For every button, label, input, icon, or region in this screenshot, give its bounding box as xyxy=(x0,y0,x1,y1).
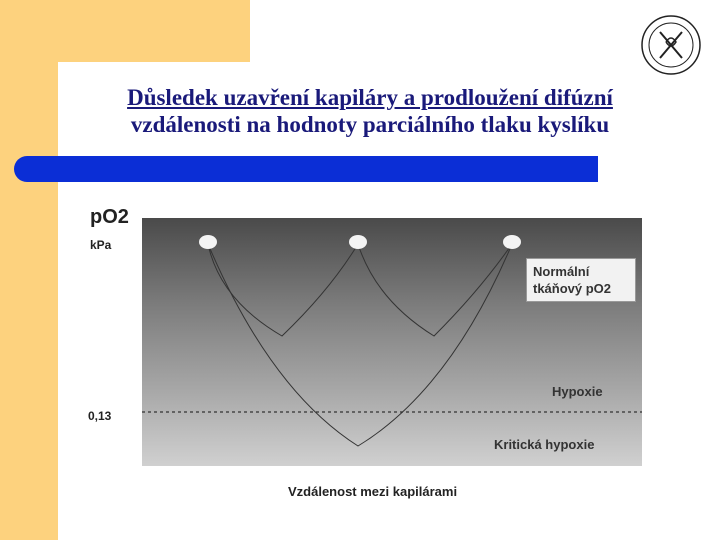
slide-title xyxy=(60,84,680,138)
y-axis-tick: 0,13 xyxy=(88,409,112,423)
title-underline-bar xyxy=(14,156,598,182)
accent-left-strip xyxy=(0,62,58,540)
capillary-dot-3 xyxy=(503,235,521,249)
figure-background xyxy=(142,218,642,466)
university-seal-icon xyxy=(640,14,702,76)
accent-block xyxy=(0,0,250,62)
title-line-1: Důsledek uzavření kapiláry a prodloužení difúzní xyxy=(127,85,613,110)
normal-po2-label-line1: Normální xyxy=(533,264,590,279)
capillary-dot-2 xyxy=(349,235,367,249)
title-line-2: vzdálenosti na hodnoty parciálního tlaku kyslíku xyxy=(130,112,610,137)
capillary-dot-1 xyxy=(199,235,217,249)
y-axis-unit: kPa xyxy=(90,238,112,252)
figure-graphic xyxy=(60,190,670,510)
diffusion-figure xyxy=(60,190,670,510)
hypoxia-label: Hypoxie xyxy=(552,384,603,399)
normal-po2-label-line2: tkáňový pO2 xyxy=(533,281,612,296)
x-axis-label: Vzdálenost mezi kapilárami xyxy=(288,484,458,499)
y-axis-label: pO2 xyxy=(90,206,129,228)
critical-hypoxia-label: Kritická hypoxie xyxy=(494,437,595,452)
normal-po2-label xyxy=(526,258,636,302)
